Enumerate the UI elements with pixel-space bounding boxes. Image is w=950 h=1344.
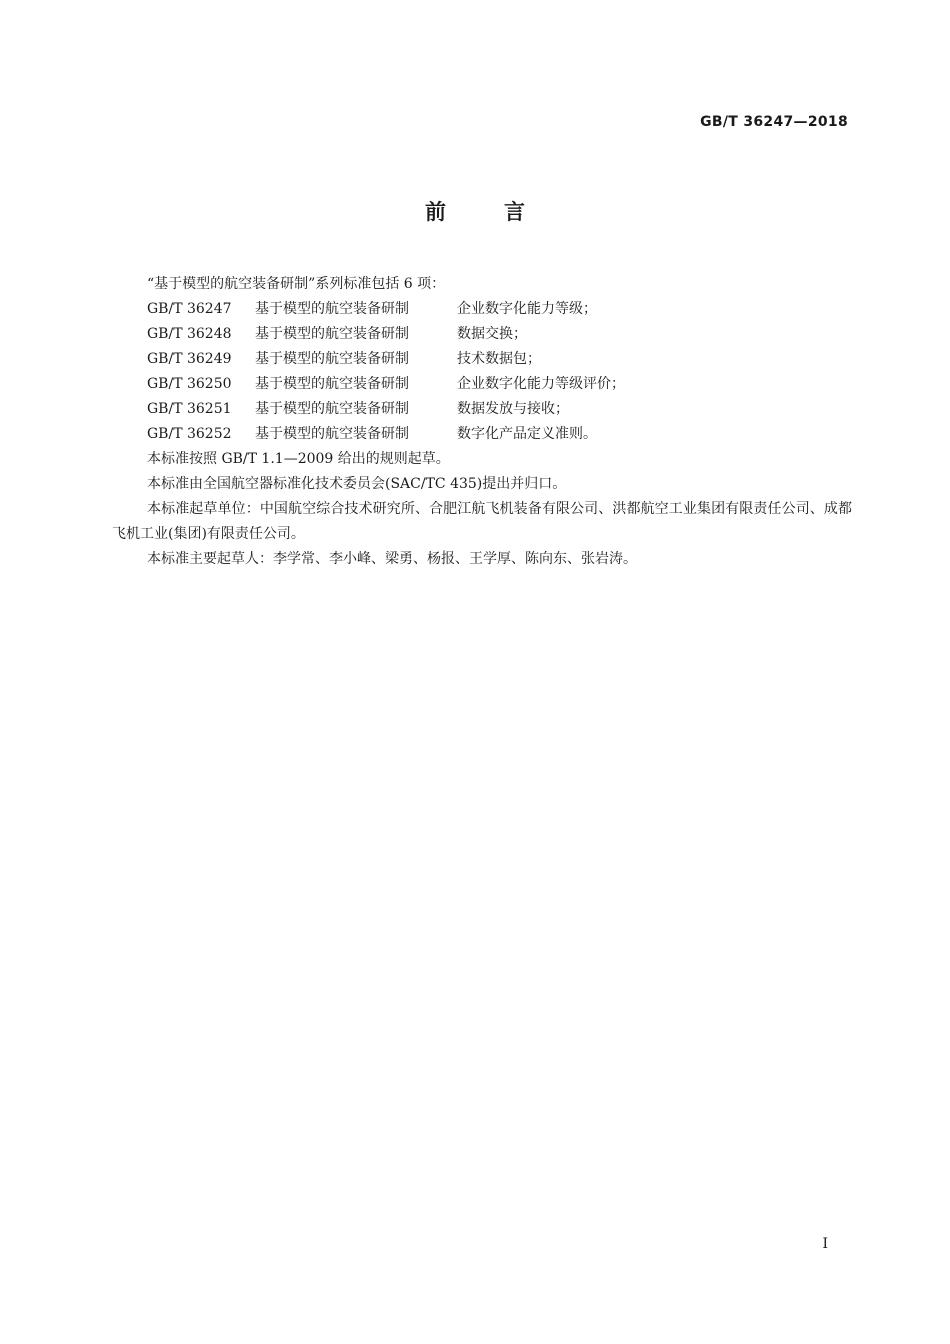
- foreword-body: [112, 272, 852, 572]
- series-name: 基于模型的航空装备研制: [255, 426, 409, 442]
- page-title: 前言: [425, 200, 583, 224]
- standard-code: GB/T 36247: [147, 301, 232, 317]
- list-item: [112, 322, 852, 347]
- standard-part-name: 数据交换；: [457, 326, 527, 342]
- standard-code: GB/T 36250: [147, 376, 232, 392]
- drafters-paragraph: 本标准主要起草人：李学常、李小峰、梁勇、杨报、王学厚、陈向东、张岩涛。: [147, 551, 637, 567]
- drafting-rule-paragraph: 本标准按照 GB/T 1.1—2009 给出的规则起草。: [147, 451, 450, 467]
- standard-code: GB/T 36249: [147, 351, 232, 367]
- standard-code: GB/T 36251: [147, 401, 232, 417]
- series-standards-list: [112, 297, 852, 447]
- series-name: 基于模型的航空装备研制: [255, 401, 409, 417]
- standard-part-name: 企业数字化能力等级；: [457, 301, 597, 317]
- list-item: [112, 297, 852, 322]
- standard-part-name: 数据发放与接收；: [457, 401, 569, 417]
- proposed-by-paragraph: 本标准由全国航空器标准化技术委员会(SAC/TC 435)提出并归口。: [147, 476, 567, 492]
- list-item: [112, 397, 852, 422]
- series-name: 基于模型的航空装备研制: [255, 351, 409, 367]
- series-intro: “基于模型的航空装备研制”系列标准包括 6 项：: [147, 276, 446, 292]
- drafting-units-paragraph: 本标准起草单位：中国航空综合技术研究所、合肥江航飞机装备有限公司、洪都航空工业集团有限责任公司、成都飞机工业(集团)有限责任公司。: [112, 501, 852, 542]
- standard-part-name: 技术数据包；: [457, 351, 541, 367]
- standard-number: GB/T 36247—2018: [700, 114, 848, 130]
- series-name: 基于模型的航空装备研制: [255, 301, 409, 317]
- series-name: 基于模型的航空装备研制: [255, 376, 409, 392]
- list-item: [112, 422, 852, 447]
- standard-code: GB/T 36252: [147, 426, 232, 442]
- standard-part-name: 企业数字化能力等级评价；: [457, 376, 625, 392]
- list-item: [112, 372, 852, 397]
- list-item: [112, 347, 852, 372]
- standard-part-name: 数字化产品定义准则。: [457, 426, 597, 442]
- page-number: I: [822, 1236, 828, 1252]
- series-name: 基于模型的航空装备研制: [255, 326, 409, 342]
- standard-code: GB/T 36248: [147, 326, 232, 342]
